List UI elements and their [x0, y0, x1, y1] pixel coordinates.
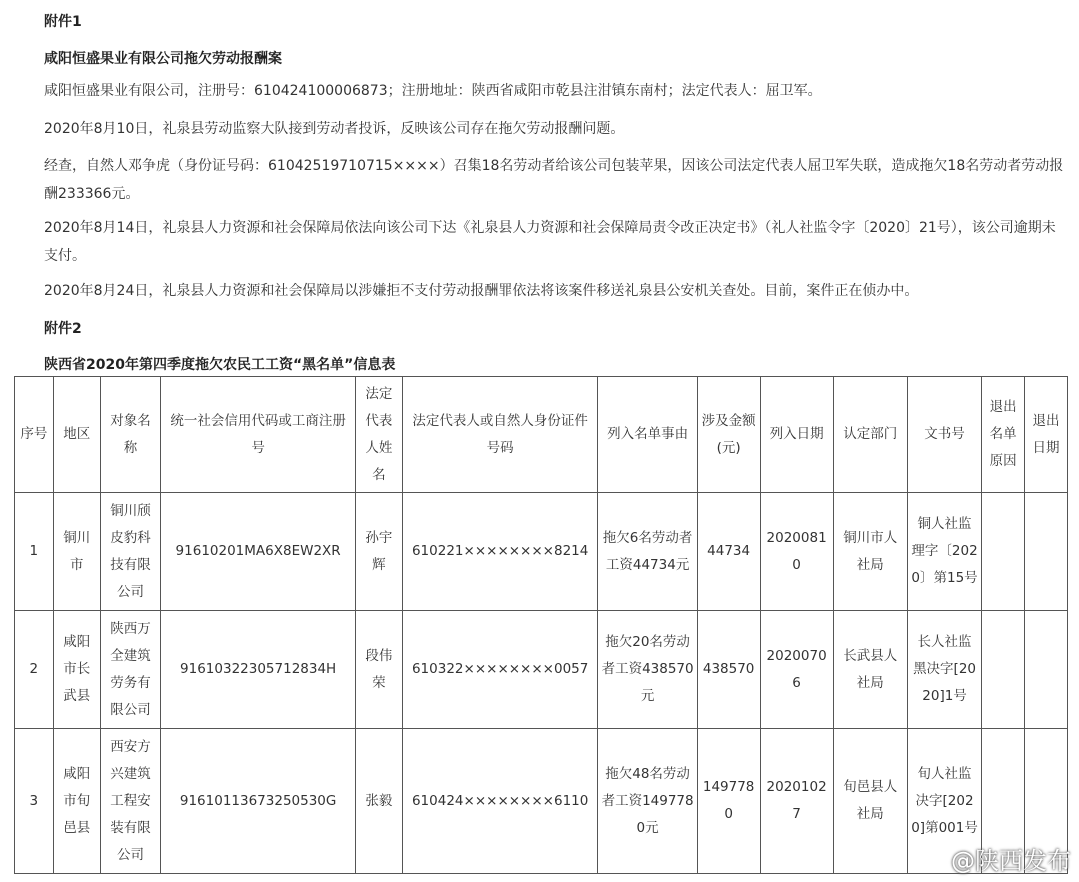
- cell-date: 20200706: [760, 611, 833, 729]
- table-header-row: [15, 377, 1068, 493]
- cell-date: 20200810: [760, 493, 833, 611]
- cell-legal-rep: 段伟荣: [355, 611, 402, 729]
- col-header-amount: 涉及金额(元): [697, 377, 760, 493]
- col-header-id-number: 法定代表人或自然人身份证件号码: [402, 377, 598, 493]
- col-header-exit-reason: 退出名单原因: [982, 377, 1025, 493]
- cell-credit-code: 91610201MA6X8EW2XR: [161, 493, 355, 611]
- company-info-paragraph: 咸阳恒盛果业有限公司，注册号：610424100006873；注册地址：陕西省咸阳市乾县注泔镇东南村；法定代表人：屈卫军。: [44, 83, 822, 99]
- cell-id-number: 610322××××××××0057: [402, 611, 598, 729]
- table-title: 陕西省2020年第四季度拖欠农民工工资“黑名单”信息表: [44, 357, 396, 373]
- cell-reason: 拖欠6名劳动者工资44734元: [598, 493, 697, 611]
- cell-doc-no: 铜人社监理字〔2020〕第15号: [907, 493, 981, 611]
- cell-department: 铜川市人社局: [833, 493, 907, 611]
- attachment2-label: 附件2: [44, 321, 82, 337]
- col-header-name: 对象名称: [100, 377, 161, 493]
- cell-date: 20201027: [760, 729, 833, 874]
- cell-no: 2: [15, 611, 54, 729]
- table-row: [15, 611, 1068, 729]
- attachment1-label: 附件1: [44, 14, 82, 30]
- cell-region: 铜川市: [53, 493, 100, 611]
- cell-name: 西安方兴建筑工程安装有限公司: [100, 729, 161, 874]
- cell-region: 咸阳市旬邑县: [53, 729, 100, 874]
- cell-credit-code: 91610322305712834H: [161, 611, 355, 729]
- cell-doc-no: 旬人社监决字[2020]第001号: [907, 729, 981, 874]
- case-title: 咸阳恒盛果业有限公司拖欠劳动报酬案: [44, 51, 282, 67]
- col-header-exit-date: 退出日期: [1025, 377, 1068, 493]
- cell-department: 长武县人社局: [833, 611, 907, 729]
- col-header-credit-code: 统一社会信用代码或工商注册号: [161, 377, 355, 493]
- weibo-logo-icon: [921, 848, 947, 870]
- correction-order-paragraph: 2020年8月14日，礼泉县人力资源和社会保障局依法向该公司下达《礼泉县人力资源和社会保障局责令改正决定书》（礼人社监令字〔2020〕21号），该公司逾期未支付。: [44, 220, 1056, 264]
- cell-name: 陕西万全建筑劳务有限公司: [100, 611, 161, 729]
- col-header-doc-no: 文书号: [907, 377, 981, 493]
- cell-reason: 拖欠48名劳动者工资1497780元: [598, 729, 697, 874]
- transfer-paragraph: 2020年8月24日，礼泉县人力资源和社会保障局以涉嫌拒不支付劳动报酬罪依法将该案件移送礼泉县公安机关查处。目前，案件正在侦办中。: [44, 283, 919, 299]
- complaint-paragraph: 2020年8月10日，礼泉县劳动监察大队接到劳动者投诉，反映该公司存在拖欠劳动报酬问题。: [44, 121, 625, 137]
- cell-exit-reason: [982, 493, 1025, 611]
- cell-department: 旬邑县人社局: [833, 729, 907, 874]
- table-row: [15, 493, 1068, 611]
- cell-id-number: 610221××××××××8214: [402, 493, 598, 611]
- cell-region: 咸阳市长武县: [53, 611, 100, 729]
- watermark-text: @陕西发布: [951, 847, 1071, 875]
- cell-credit-code: 91610113673250530G: [161, 729, 355, 874]
- col-header-no: 序号: [15, 377, 54, 493]
- col-header-reason: 列入名单事由: [598, 377, 697, 493]
- col-header-date: 列入日期: [760, 377, 833, 493]
- cell-exit-reason: [982, 611, 1025, 729]
- cell-legal-rep: 孙宇辉: [355, 493, 402, 611]
- cell-id-number: 610424××××××××6110: [402, 729, 598, 874]
- col-header-department: 认定部门: [833, 377, 907, 493]
- col-header-region: 地区: [53, 377, 100, 493]
- cell-amount: 44734: [697, 493, 760, 611]
- cell-name: 铜川颀皮豹科技有限公司: [100, 493, 161, 611]
- cell-doc-no: 长人社监黑决字[2020]1号: [907, 611, 981, 729]
- table-row: [15, 729, 1068, 874]
- cell-reason: 拖欠20名劳动者工资438570元: [598, 611, 697, 729]
- cell-exit-date: [1025, 611, 1068, 729]
- cell-amount: 1497780: [697, 729, 760, 874]
- investigation-paragraph: 经查，自然人邓争虎（身份证号码：61042519710715××××）召集18名劳动者给该公司包装苹果，因该公司法定代表人屈卫军失联，造成拖欠18名劳动者劳动报酬233366元。: [44, 158, 1064, 202]
- weibo-watermark: [921, 841, 1071, 876]
- cell-amount: 438570: [697, 611, 760, 729]
- blacklist-table: [14, 376, 1068, 874]
- cell-no: 1: [15, 493, 54, 611]
- cell-exit-date: [1025, 493, 1068, 611]
- cell-no: 3: [15, 729, 54, 874]
- col-header-legal-rep: 法定代表人姓名: [355, 377, 402, 493]
- cell-legal-rep: 张毅: [355, 729, 402, 874]
